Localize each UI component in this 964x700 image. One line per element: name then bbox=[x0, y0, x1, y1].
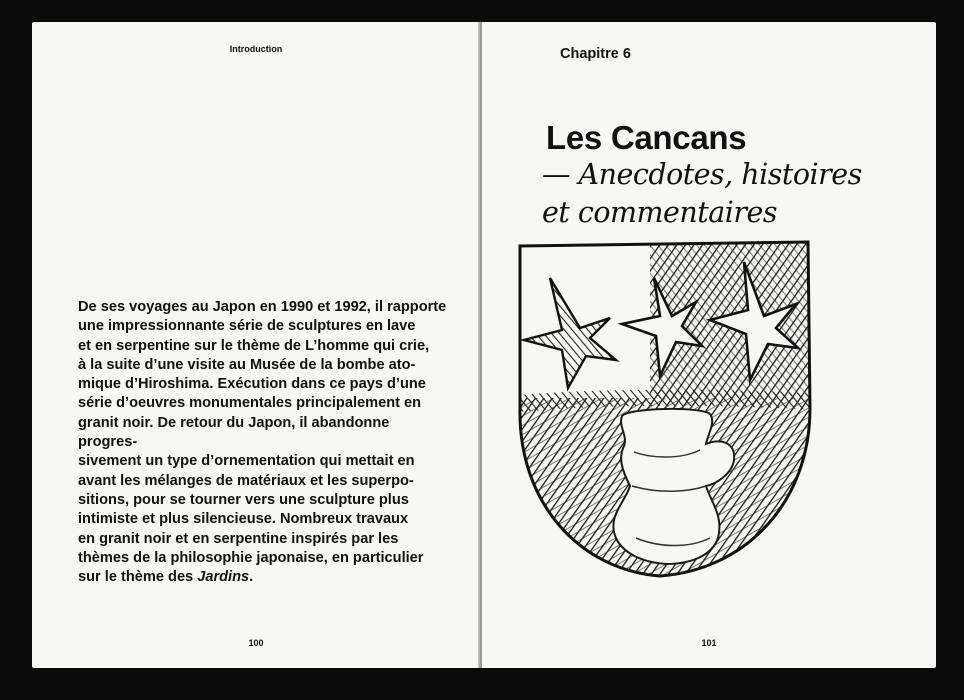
body-text-end: . bbox=[249, 569, 254, 586]
coat-of-arms-drawing bbox=[510, 238, 816, 580]
left-page bbox=[32, 22, 480, 668]
page-number-left: 100 bbox=[248, 638, 264, 648]
right-page bbox=[482, 22, 936, 668]
page-number-right: 101 bbox=[701, 638, 717, 648]
star-left bbox=[524, 278, 616, 388]
running-head: Introduction bbox=[229, 44, 283, 54]
body-text-main: De ses voyages au Japon en 1990 et 1992, il rapporte une impressionnante série de sculptures en lave et en serpentine sur le thème de L’homme qui crie, à la suite d’une visite au Musée de la bombe ato- mique d’Hiroshima. Exécution dans ce pays d’une série d’oeuvres monumentales principalement en granit noir. De retour du Japon, il abandonne progres- sivement un type d’ornementation qui mettait en avant les mélanges de matériaux et les superpo- sitions, pour se tourner vers une sculpture plus intimiste et plus silencieuse. Nombreux travaux en granit noir et en serpentine inspirés par les thèmes de la philosophie japonaise, en particulier sur le thème des bbox=[78, 299, 447, 586]
chapter-subtitle: — Anecdotes, histoires et commentaires bbox=[542, 158, 862, 229]
chapter-title: Les Cancans bbox=[546, 119, 747, 156]
body-text-italic: Jardins bbox=[197, 569, 250, 586]
body-paragraph bbox=[78, 298, 448, 587]
chapter-label: Chapitre 6 bbox=[560, 46, 631, 62]
